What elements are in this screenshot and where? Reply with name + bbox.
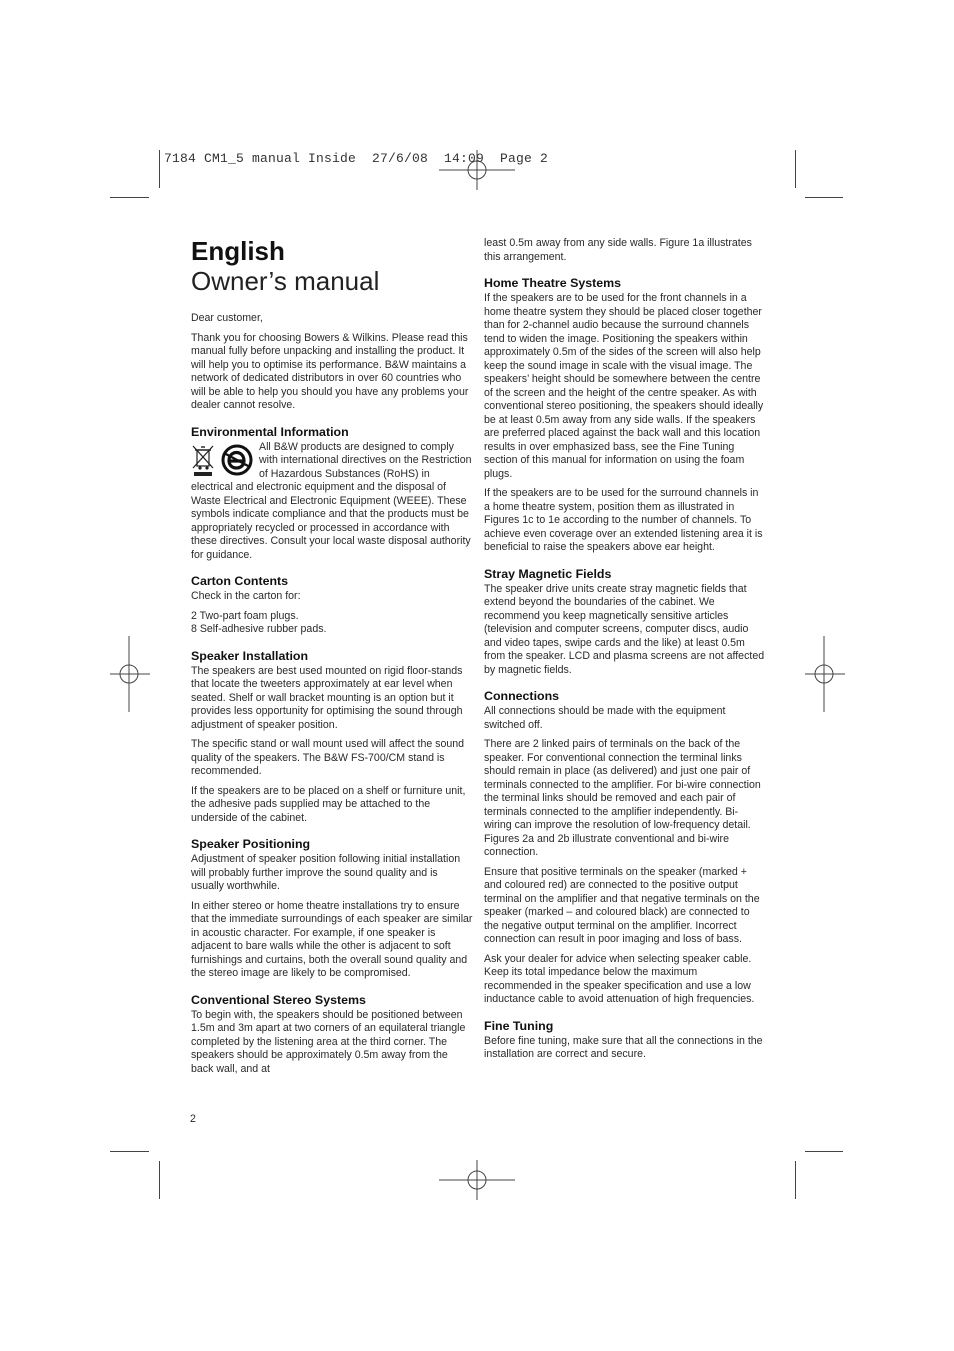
registration-mark-left	[110, 636, 150, 712]
stereo-paragraph-continued: least 0.5m away from any side walls. Figure 1a illustrates this arrangement.	[484, 237, 752, 263]
section-heading-home-theatre: Home Theatre Systems	[484, 276, 622, 290]
connections-paragraph: Ensure that positive terminals on the speaker (marked + and coloured red) are connected to the positive output terminal on the amplifier and that negative terminals on the speaker (marked – and coloured black) are connected to the negative output terminal on the amplifier. Incorrect connection can result in poor imaging and loss of bass.	[484, 865, 760, 945]
connections-paragraph: All connections should be made with the equipment switched off.	[484, 705, 726, 731]
right-column	[484, 236, 765, 1068]
connections-paragraph: There are 2 linked pairs of terminals on the back of the speaker. For conventional connection the terminal links should remain in place (as delivered) and just one pair of terminals connected to the amplifier. For bi-wire connection the terminal links should be removed and each pair of terminals connected to the amplifier independently. Bi-wiring can improve the resolution of low-frequency detail. Figures 2a and 2b illustrate conventional and bi-wire connection.	[484, 738, 761, 858]
registration-mark-bottom	[439, 1160, 515, 1200]
intro-paragraph: Thank you for choosing Bowers & Wilkins. Please read this manual fully before unpacking and installing the product. It will help you to optimise its performance. B&W maintains a network of dedicated distributors in over 60 countries who will be able to help you should you have any problems your dealer cannot resolve.	[191, 331, 469, 411]
registration-mark-right	[805, 636, 845, 712]
section-heading-carton: Carton Contents	[191, 574, 289, 588]
page-title: English	[191, 236, 285, 266]
crop-mark	[805, 197, 843, 198]
positioning-paragraph: Adjustment of speaker position following initial installation will probably further improve the sound quality and is usually worthwhile.	[191, 853, 461, 892]
section-heading-connections: Connections	[484, 689, 560, 703]
home-theatre-paragraph: If the speakers are to be used for the front channels in a home theatre system they should be placed closer together than for 2-channel audio because the surround channels tend to widen the image. Positioning the speakers within approximately 0.5m of the sides of the screen will also help keep the sound image in scale with the visual image. The speakers’ height should be somewhere between the centre of the screen and the height of the centre speaker. As with conventional stereo positioning, the speakers should ideally be at least 0.5m away from any side walls. If the speakers are preferred placed against the back wall and this location results in over emphasized bass, see the Fine Tuning section of this manual for information on using the foam plugs.	[484, 292, 764, 480]
weee-bin-icon	[191, 443, 217, 477]
magnetic-paragraph: The speaker drive units create stray magnetic fields that extend beyond the boundaries of the cabinet. We recommend you keep magnetically sensitive articles (television and computer screens, computer discs, audio and video tapes, swipe cards and the like) at least 0.5m from the speaker. LCD and plasma screens are not affected by magnetic fields.	[484, 582, 765, 676]
crop-mark	[805, 1151, 843, 1152]
installation-paragraph: The speakers are best used mounted on rigid floor-stands that locate the tweeters approximately at ear level when seated. Shelf or wall bracket mounting is an option but it provides less opportunity for optimising the sound through adjustment of speaker position.	[191, 664, 463, 731]
crop-mark	[159, 1161, 160, 1199]
crop-mark	[159, 150, 160, 188]
crop-mark	[110, 197, 149, 198]
stereo-paragraph: To begin with, the speakers should be positioned between 1.5m and 3m apart at two corners of an equilateral triangle completed by the listening area at the third corner. The speakers should be approximately 0.5m away from the back wall, and at	[191, 1008, 466, 1075]
compliance-symbols	[191, 443, 257, 477]
section-heading-fine-tuning: Fine Tuning	[484, 1018, 554, 1033]
positioning-paragraph: In either stereo or home theatre installations try to ensure that the immediate surroundings of each speaker are similar in acoustic character. For example, if one speaker is adjacent to bare walls while the other is adjacent to soft furnishings and curtains, both the overall sound quality and the stereo image are likely to be compromised.	[191, 899, 473, 979]
connections-paragraph: Ask your dealer for advice when selecting speaker cable. Keep its total impedance below the maximum recommended in the speaker specification and use a low inductance cable to avoid attenuation of high frequencies.	[484, 952, 755, 1005]
page-subtitle: Owner’s manual	[191, 266, 380, 296]
section-heading-installation: Speaker Installation	[191, 648, 309, 663]
print-slug: 7184 CM1_5 manual Inside 27/6/08 14:09 Page 2	[164, 151, 549, 166]
page-number: 2	[190, 1113, 196, 1125]
left-column	[191, 236, 473, 1082]
greeting: Dear customer,	[191, 312, 263, 324]
registration-mark-top	[439, 150, 515, 190]
carton-intro: Check in the carton for:	[191, 590, 301, 602]
rohs-e-icon	[221, 444, 253, 476]
crop-mark	[110, 1151, 149, 1152]
section-heading-stereo: Conventional Stereo Systems	[191, 992, 366, 1007]
environmental-paragraph: All B&W products are designed to comply with international directives on the Restriction of Hazardous Substances (RoHS) in electrical and electronic equipment and the disposal of Waste Electrical and Electronic Equipment (WEEE). These symbols indicate compliance and that the products must be appropriately recycled or processed in accordance with these directives. Consult your local waste disposal authority for guidance.	[191, 440, 472, 561]
home-theatre-paragraph: If the speakers are to be used for the surround channels in a home theatre system, position them as illustrated in Figures 1c to 1e according to the number of channels. To achieve even coverage over an extended listening area it is beneficial to raise the speakers above ear height.	[484, 487, 763, 553]
carton-item: 2 Two-part foam plugs.	[191, 609, 299, 622]
crop-mark	[795, 1161, 796, 1199]
installation-paragraph: The specific stand or wall mount used will affect the sound quality of the speakers. The B&W FS-700/CM stand is recommended.	[191, 738, 465, 777]
section-heading-positioning: Speaker Positioning	[191, 837, 311, 851]
section-heading-magnetic: Stray Magnetic Fields	[484, 566, 612, 581]
carton-item: 8 Self-adhesive rubber pads.	[191, 623, 327, 635]
fine-tuning-paragraph: Before fine tuning, make sure that all the connections in the installation are correct and secure.	[484, 1034, 763, 1060]
installation-paragraph: If the speakers are to be placed on a shelf or furniture unit, the adhesive pads supplied may be attached to the underside of the cabinet.	[191, 784, 466, 824]
section-heading-environmental: Environmental Information	[191, 424, 349, 439]
crop-mark	[795, 150, 796, 188]
